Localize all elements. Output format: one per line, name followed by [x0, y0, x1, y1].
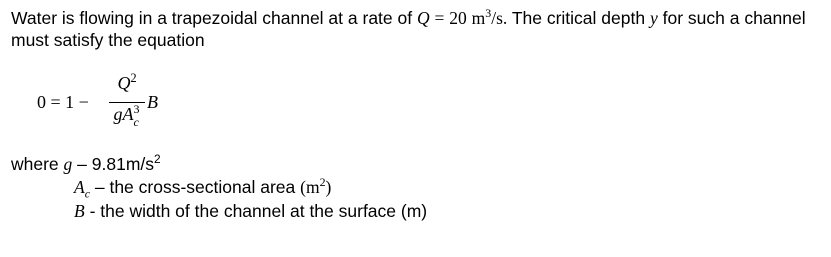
flow-rate-equals: =: [434, 8, 445, 28]
intro-text-2: The critical depth: [511, 8, 646, 28]
fraction-denominator: gA 3 c: [113, 102, 140, 129]
intro-text-1: Water is flowing in a trapezoidal channel at a rate of: [11, 8, 413, 28]
definition-g: [11, 153, 161, 175]
intro-text-3: for such a channel must satisfy the equation: [11, 8, 806, 50]
equation-lhs: 0 = 1 −: [37, 92, 89, 112]
b-symbol: B: [74, 201, 85, 221]
ac-unit: $(m^2)$: [300, 175, 332, 197]
flow-rate-unit: $m^3/s$.: [471, 6, 508, 28]
flow-rate-value: 20: [449, 8, 467, 28]
fraction-numerator: $Q^2$: [117, 71, 137, 93]
flow-rate-symbol: Q: [416, 8, 430, 28]
equation-b-term: B: [147, 92, 158, 112]
ac-description: – the cross-sectional area: [94, 177, 296, 197]
definition-ac: [74, 175, 332, 201]
definition-b: [74, 200, 427, 222]
depth-symbol: y: [649, 8, 658, 28]
where-label: where: [11, 154, 59, 174]
b-description: - the width of the channel at the surface (m): [89, 201, 428, 221]
ac-symbol: $A_c$: [74, 177, 90, 201]
problem-statement: [11, 7, 826, 51]
g-description: – $9.81m/s^2$: [77, 152, 161, 174]
g-symbol: g: [63, 154, 73, 174]
